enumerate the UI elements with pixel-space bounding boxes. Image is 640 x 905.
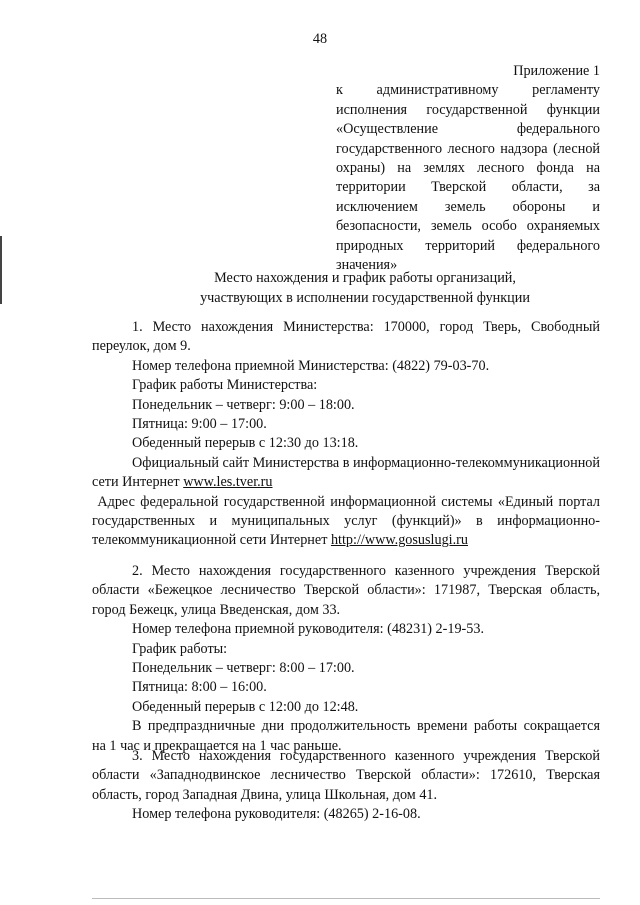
appendix-text: к административному регламенту исполнения государственной функции «Осуществление федерального государственного лесного надзора (лесной охраны) на землях лесного фонда на территории Тверской области, за исключением земель обороны и безопасности, земель особо охраняемых природных территорий федерального значения» [336,82,600,274]
section-3-phone: Номер телефона руководителя: (48265) 2-16-08. [132,806,421,823]
document-heading [90,268,640,308]
website-link[interactable]: www.les.tver.ru [183,474,273,491]
section-1-schedule-title: График работы Министерства: [132,377,318,394]
section-2-holiday-note: В предпраздничные дни продолжительность времени работы сокращается на 1 час и прекращается на 1 час раньше. [92,718,600,754]
section-1-friday: Пятница: 9:00 – 17:00. [132,416,267,433]
heading-line-1: Место нахождения и график работы организаций, [214,270,516,286]
appendix-title: Приложение 1 [513,63,600,79]
section-2-lunch: Обеденный перерыв с 12:00 до 12:48. [132,698,359,715]
section-1-location: 1. Место нахождения Министерства: 170000, город Тверь, Свободный переулок, дом 9. [92,319,600,355]
section-1-phone: Номер телефона приемной Министерства: (4822) 79-03-70. [132,357,490,374]
website-label: Официальный сайт Министерства в информационно-телекоммуникационной сети Интернет [92,454,600,491]
section-2-mon-thu: Понедельник – четверг: 8:00 – 17:00. [132,660,355,677]
page-bottom-edge [92,898,600,899]
section-2 [92,562,600,756]
section-2-friday: Пятница: 8:00 – 16:00. [132,679,267,696]
section-1-portal [92,493,600,551]
section-1-lunch: Обеденный перерыв с 12:30 до 13:18. [132,435,359,452]
portal-link[interactable]: http://www.gosuslugi.ru [330,532,468,549]
section-1-mon-thu: Понедельник – четверг: 9:00 – 18:00. [132,396,355,413]
section-3 [92,747,600,825]
section-2-location: 2. Место нахождения государственного казенного учреждения Тверской области «Бежецкое лесничество Тверской области»: 171987, Тверская область, город Бежецк, улица Введенская, дом 33. [92,563,600,618]
section-1 [92,318,600,551]
section-2-schedule-title: График работы: [132,640,228,657]
portal-label: Адрес федеральной государственной информационной системы «Единый портал государственных и муниципальных услуг (функций)» в информационно-телекоммуникационной сети Интернет [92,493,600,549]
page-number: 48 [312,31,328,47]
section-3-location: 3. Место нахождения государственного казенного учреждения Тверской области «Западнодвинское лесничество Тверской области»: 172610, Тверская область, город Западная Двина, улица Школьная, дом 41. [92,748,600,803]
appendix-block [336,62,600,275]
section-1-website [92,454,600,493]
heading-line-2: участвующих в исполнении государственной функции [200,290,530,306]
section-2-phone: Номер телефона приемной руководителя: (48231) 2-19-53. [132,621,485,638]
margin-mark [0,236,2,304]
